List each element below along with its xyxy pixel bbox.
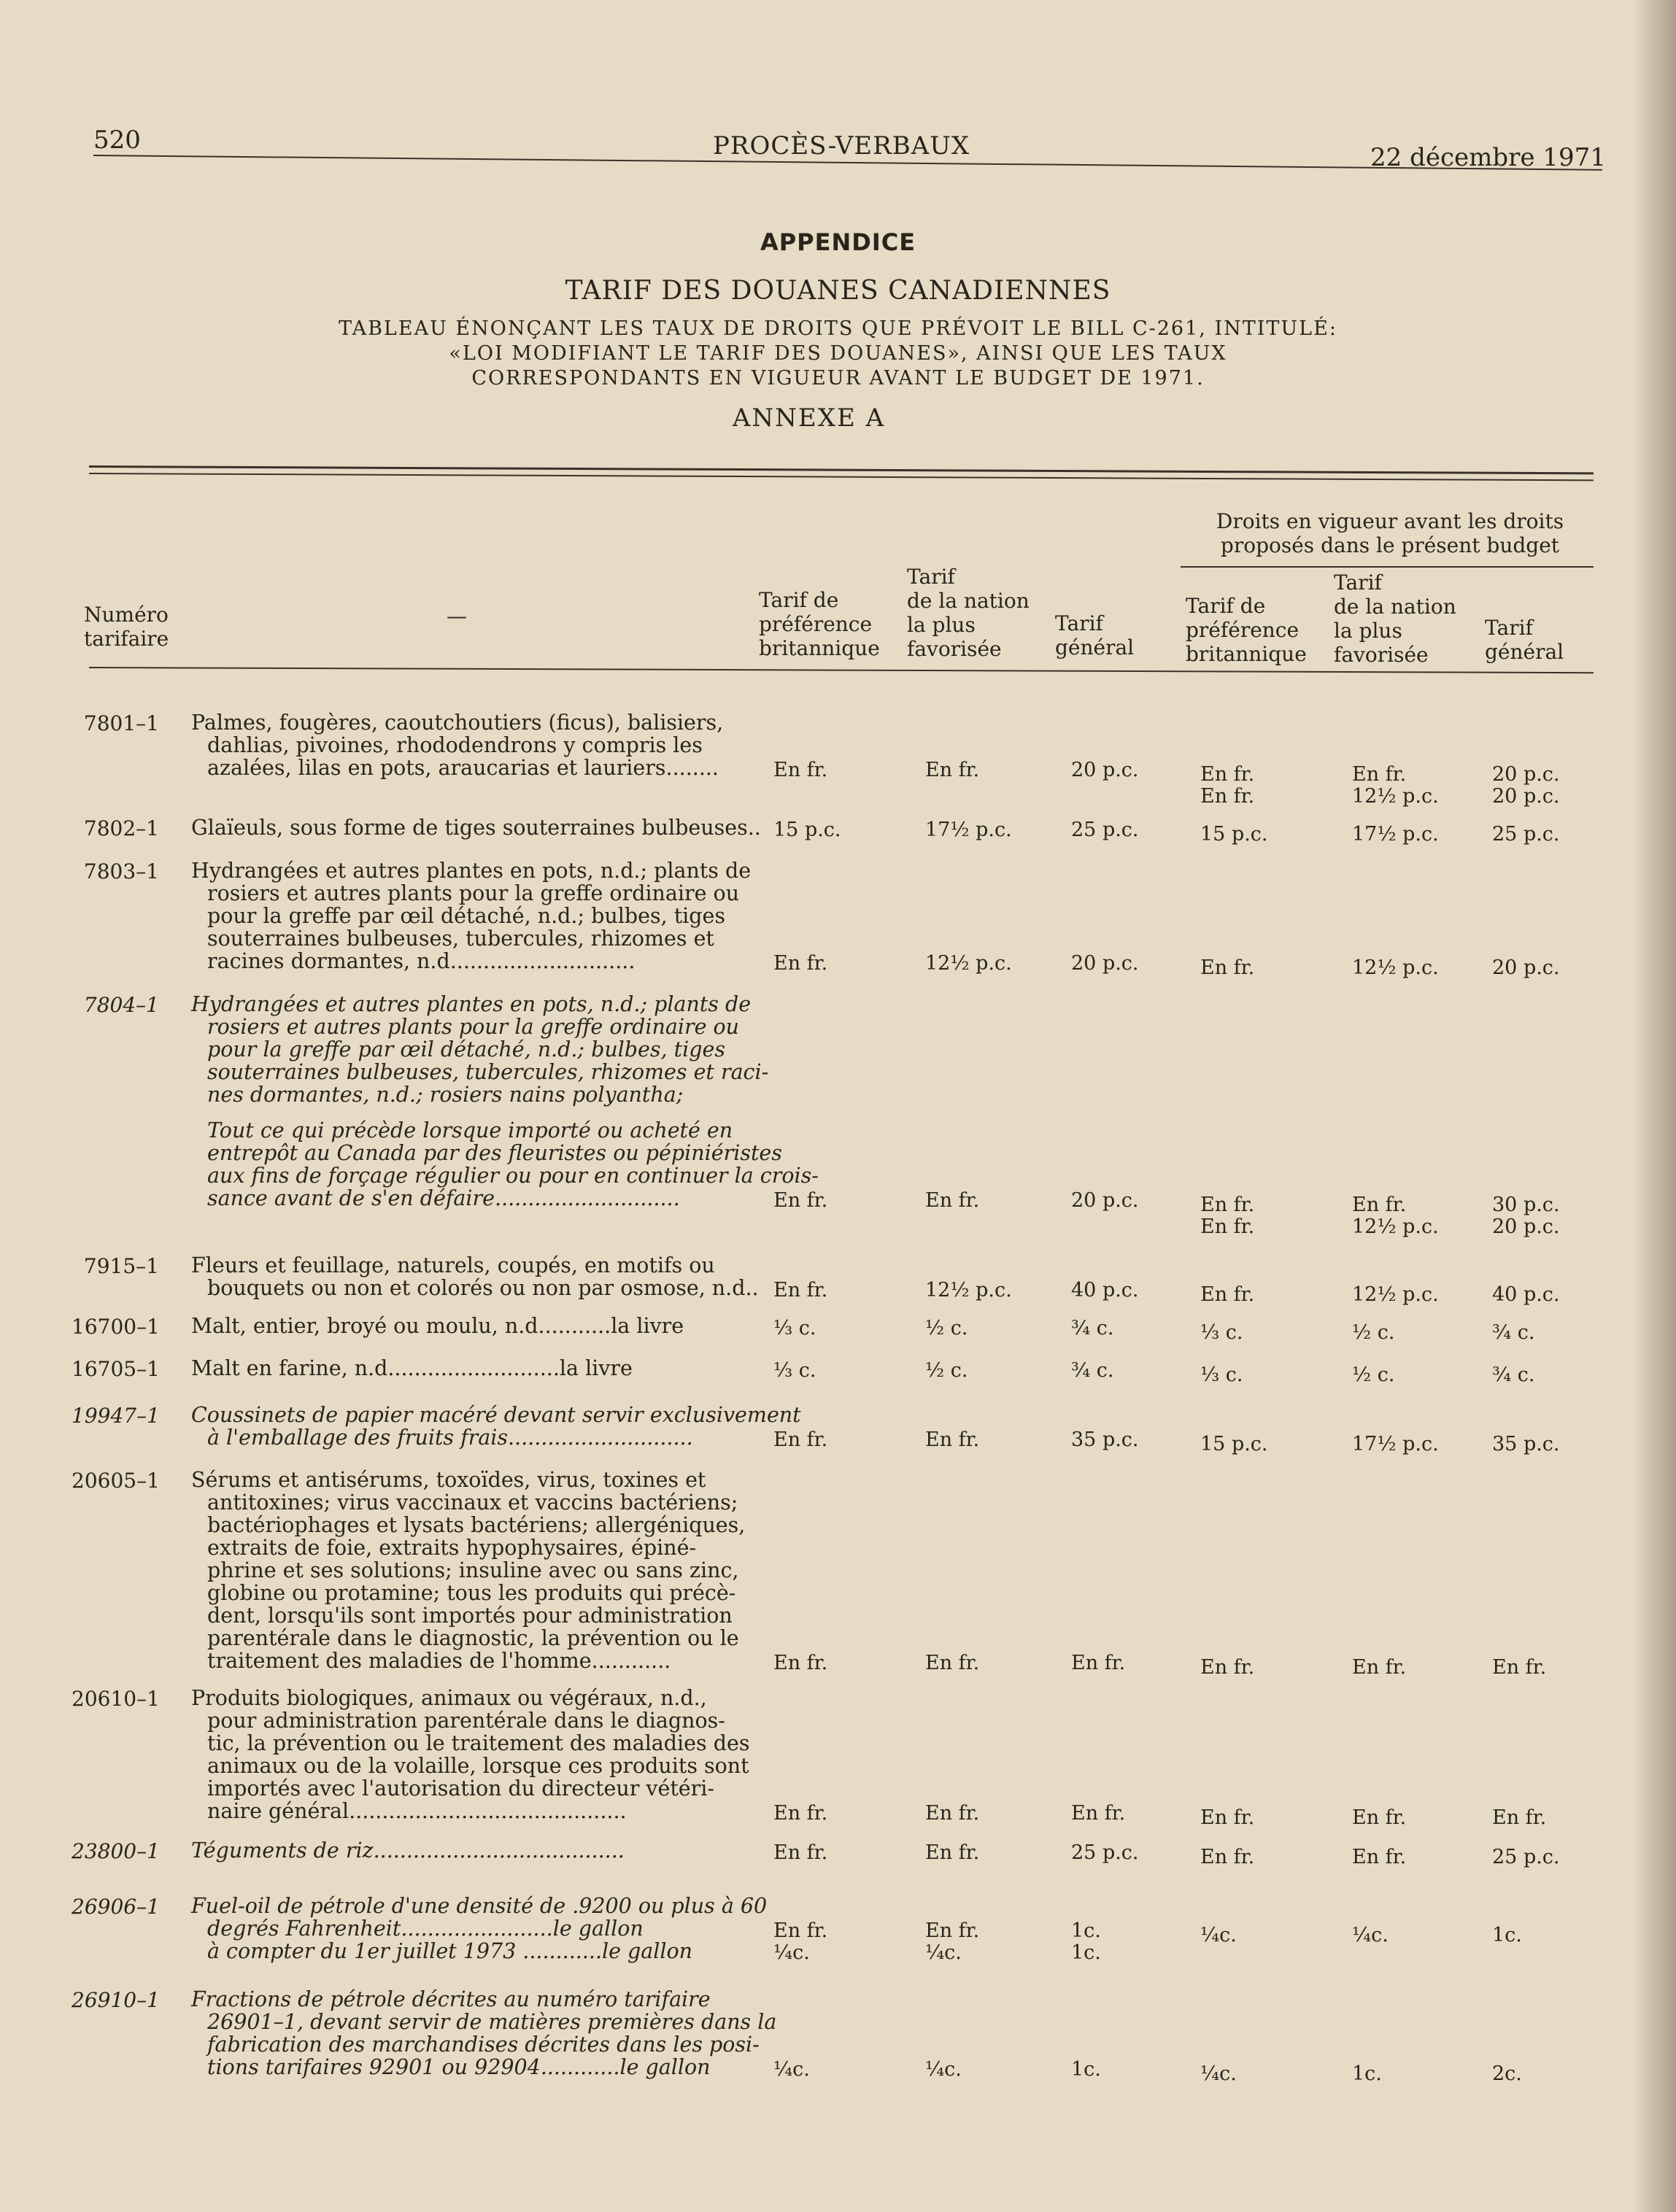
description-line: dahlias, pivoines, rhododendrons y compris les xyxy=(207,733,703,757)
previous-rate xyxy=(1352,1807,1406,1829)
col-header-line: Tarif de xyxy=(1186,594,1266,618)
rate-value: ⅓ c. xyxy=(773,1359,816,1382)
description-line: Téguments de riz...................................... xyxy=(191,1838,625,1863)
rate-value: 1c. xyxy=(1071,2058,1101,2081)
description-line: aux fins de forçage régulier ou pour en continuer la crois- xyxy=(207,1164,819,1188)
tariff-number: 7915–1 xyxy=(83,1254,159,1278)
header-bottom-rule xyxy=(89,667,1594,673)
description-line: entrepôt au Canada par des fleuristes ou pépiniéristes xyxy=(207,1141,782,1165)
col-header-line: la plus xyxy=(1334,619,1402,643)
previous-rate xyxy=(1492,764,1560,808)
col-previous-general-header xyxy=(1485,616,1564,664)
tariff-number: 26906–1 xyxy=(72,1895,160,1919)
rate-value: 40 p.c. xyxy=(1071,1279,1139,1302)
tariff-number: 23800–1 xyxy=(72,1839,160,1863)
rate-value: 20 p.c. xyxy=(1492,956,1560,979)
rate-value: ¾ c. xyxy=(1492,1321,1535,1344)
rate-value: 17½ p.c. xyxy=(925,819,1012,841)
rate-value: 1c. xyxy=(1071,1941,1101,1964)
tariff-description xyxy=(191,1469,746,1672)
description-line: Glaïeuls, sous forme de tiges souterraines bulbeuses.. xyxy=(191,816,761,840)
description-line: azalées, lilas en pots, araucarias et lauriers........ xyxy=(207,756,719,780)
rate-value: ⅓ c. xyxy=(1200,1364,1243,1386)
tariff-title: TARIF DES DOUANES CANADIENNES xyxy=(565,276,1111,306)
description-line: importés avec l'autorisation du directeur vétéri- xyxy=(207,1776,715,1801)
proposed-rate xyxy=(1071,953,1139,975)
description-line: pour la greffe par œil détaché, n.d.; bulbes, tiges xyxy=(207,1037,725,1061)
rate-value: En fr. xyxy=(1492,1806,1547,1829)
rate-value: 17½ p.c. xyxy=(1352,823,1439,846)
annex-title: ANNEXE A xyxy=(732,403,886,433)
rate-value: 1c. xyxy=(1071,1919,1101,1942)
rate-value: En fr. xyxy=(1200,956,1255,979)
proposed-rate xyxy=(1071,1360,1113,1382)
tariff-number: 26910–1 xyxy=(72,1988,160,2012)
previous-rate xyxy=(1200,1364,1243,1386)
rate-value: 1c. xyxy=(1352,2062,1382,2085)
proposed-rate xyxy=(925,1360,968,1382)
description-line: à l'emballage des fruits frais............................ xyxy=(207,1426,693,1450)
tariff-number: 20610–1 xyxy=(72,1687,160,1711)
previous-rate xyxy=(1200,1434,1268,1455)
rate-value: En fr. xyxy=(925,759,980,781)
rate-value: 25 p.c. xyxy=(1492,1846,1560,1868)
proposed-rate xyxy=(1071,1318,1113,1339)
rate-value: En fr. xyxy=(773,1802,828,1825)
description-line: globine ou protamine; tous les produits qui précè- xyxy=(207,1581,736,1605)
rate-value: En fr. xyxy=(925,1652,980,1674)
group-header xyxy=(1208,509,1572,557)
tariff-description xyxy=(191,1987,777,2079)
previous-rate xyxy=(1200,1846,1254,1868)
proposed-rate xyxy=(773,819,841,841)
rate-value: 35 p.c. xyxy=(1071,1428,1139,1451)
description-line: pour la greffe par œil détaché, n.d.; bulbes, tiges xyxy=(207,904,726,928)
tariff-description xyxy=(191,1403,801,1450)
col-header-line: favorisée xyxy=(1334,643,1429,667)
previous-rate xyxy=(1492,2063,1522,2085)
rate-value: En fr. xyxy=(773,952,828,975)
rate-value: En fr. xyxy=(1200,1656,1255,1679)
proposed-rate xyxy=(925,1842,979,1864)
rate-value: 1c. xyxy=(1492,1924,1522,1946)
rate-value: En fr. xyxy=(925,1802,980,1825)
tariff-description xyxy=(191,1686,750,1823)
description-line: souterraines bulbeuses, tubercules, rhizomes et raci- xyxy=(207,1060,769,1084)
rate-value: En fr. xyxy=(773,1919,828,1942)
proposed-rate xyxy=(773,953,827,975)
table-subtitle xyxy=(0,317,1676,391)
rate-value: 25 p.c. xyxy=(1071,819,1139,841)
rate-value: 35 p.c. xyxy=(1492,1433,1560,1455)
tariff-description xyxy=(191,859,752,973)
proposed-rate xyxy=(925,1429,979,1451)
proposed-rate xyxy=(925,1652,979,1674)
proposed-rate xyxy=(925,2059,962,2081)
col-header-line: préférence xyxy=(1186,618,1300,642)
rate-value: En fr. xyxy=(1352,1194,1407,1216)
rate-value: En fr. xyxy=(1071,1802,1126,1825)
col-number-header xyxy=(84,603,169,651)
page-number: 520 xyxy=(93,125,141,155)
rate-value: ¼c. xyxy=(925,1941,962,1964)
col-proposed-mfn-header xyxy=(907,565,1030,661)
proposed-rate xyxy=(1071,1652,1125,1674)
description-line: fabrication des marchandises décrites dans les posi- xyxy=(207,2033,760,2057)
previous-rate xyxy=(1492,1807,1546,1829)
tariff-number: 16700–1 xyxy=(72,1315,160,1339)
description-line: Fuel-oil de pétrole d'une densité de .9200 ou plus à 60 xyxy=(191,1894,768,1918)
group-rule xyxy=(1181,566,1594,568)
rate-value: En fr. xyxy=(1352,763,1407,786)
rate-value: 2c. xyxy=(1492,2062,1522,2085)
proposed-rate xyxy=(1071,1920,1101,1964)
rate-value: 15 p.c. xyxy=(773,819,841,841)
description-line: Fractions de pétrole décrites au numéro tarifaire xyxy=(191,1987,711,2011)
proposed-rate xyxy=(773,1280,827,1302)
rate-value: 25 p.c. xyxy=(1492,823,1560,846)
rate-value: En fr. xyxy=(1200,785,1255,808)
tariff-description xyxy=(191,1839,746,1862)
col-header-line: britannique xyxy=(759,636,880,660)
previous-rate xyxy=(1352,1322,1394,1344)
proposed-rate xyxy=(925,819,1012,841)
rate-value: En fr. xyxy=(925,1428,980,1451)
tariff-number: 7801–1 xyxy=(83,711,159,735)
description-line: rosiers et autres plants pour la greffe ordinaire ou xyxy=(207,1015,740,1039)
description-line: Tout ce qui précède lorsque importé ou acheté en xyxy=(207,1118,733,1142)
description-line: dent, lorsqu'ils sont importés pour administration xyxy=(207,1604,733,1628)
previous-rate xyxy=(1492,824,1560,846)
rate-value: 12½ p.c. xyxy=(925,952,1012,975)
description-line: antitoxines; virus vaccinaux et vaccins bactériens; xyxy=(207,1490,738,1515)
proposed-rate xyxy=(1071,1190,1139,1212)
rate-value: En fr. xyxy=(1200,1283,1255,1306)
description-line: extraits de foie, extraits hypophysaires, épiné- xyxy=(207,1536,697,1560)
col-number-header-line: Numéro xyxy=(84,603,169,627)
previous-rate xyxy=(1492,1846,1560,1868)
col-header-line: de la nation xyxy=(1334,595,1456,619)
rate-value: 12½ p.c. xyxy=(1352,785,1439,808)
col-header-line: britannique xyxy=(1186,642,1307,666)
tariff-description xyxy=(191,1894,768,1963)
previous-rate xyxy=(1352,957,1439,979)
rate-value: ¼c. xyxy=(773,2058,810,2081)
previous-rate xyxy=(1492,1434,1560,1455)
col-header-line: Tarif de xyxy=(759,588,839,612)
proposed-rate xyxy=(773,1920,827,1964)
rate-value: En fr. xyxy=(773,759,828,781)
description-line: Malt, entier, broyé ou moulu, n.d...........la livre xyxy=(191,1314,684,1338)
rate-value: En fr. xyxy=(773,1189,828,1212)
rate-value: ⅓ c. xyxy=(1200,1321,1243,1344)
tariff-number: 7804–1 xyxy=(83,993,159,1017)
rate-value: En fr. xyxy=(1200,1846,1255,1868)
description-line: tions tarifaires 92901 ou 92904............le gallon xyxy=(207,2055,711,2079)
col-header-line: général xyxy=(1055,635,1135,660)
tariff-description xyxy=(191,816,761,840)
rate-value: ½ c. xyxy=(1352,1321,1395,1344)
proposed-rate xyxy=(925,759,979,781)
previous-rate xyxy=(1200,1657,1254,1679)
rate-value: 25 p.c. xyxy=(1071,1841,1139,1864)
rate-value: 12½ p.c. xyxy=(1352,1215,1439,1238)
rate-value: 30 p.c. xyxy=(1492,1194,1560,1216)
col-number-header-line: tarifaire xyxy=(84,627,169,651)
proposed-rate xyxy=(1071,1803,1125,1825)
description-line: racines dormantes, n.d............................ xyxy=(207,949,636,973)
proposed-rate xyxy=(1071,759,1139,781)
description-line: Fleurs et feuillage, naturels, coupés, en motifs ou xyxy=(191,1253,715,1277)
col-description-header: — xyxy=(447,604,467,628)
description-line: pour administration parentérale dans le diagnos- xyxy=(207,1709,725,1733)
proposed-rate xyxy=(773,1652,827,1674)
proposed-rate xyxy=(925,1280,1012,1302)
proposed-rate xyxy=(773,1842,827,1864)
description-line: Sérums et antisérums, toxoïdes, virus, toxines et xyxy=(191,1468,706,1492)
previous-rate xyxy=(1352,1657,1406,1679)
rate-value: ¾ c. xyxy=(1071,1359,1114,1382)
proposed-rate xyxy=(773,759,827,781)
description-line: souterraines bulbeuses, tubercules, rhizomes et xyxy=(207,927,714,951)
col-header-line: Tarif xyxy=(1055,611,1103,635)
previous-rate xyxy=(1492,1322,1534,1344)
previous-rate xyxy=(1492,1284,1560,1306)
rate-value: 15 p.c. xyxy=(1200,1433,1268,1455)
proposed-rate xyxy=(1071,1842,1139,1864)
rate-value: ½ c. xyxy=(925,1317,968,1339)
rate-value: ½ c. xyxy=(1352,1364,1395,1386)
subtitle-line: TABLEAU ÉNONÇANT LES TAUX DE DROITS QUE PRÉVOIT LE BILL C-261, INTITULÉ: xyxy=(339,317,1337,340)
rate-value: ¾ c. xyxy=(1071,1317,1114,1339)
rate-value: ¼c. xyxy=(773,1941,810,1964)
previous-rate xyxy=(1352,1925,1389,1946)
rate-value: En fr. xyxy=(1492,1656,1547,1679)
description-line: Coussinets de papier macéré devant servir exclusivement xyxy=(191,1403,801,1427)
rate-value: 12½ p.c. xyxy=(1352,1283,1439,1306)
proposed-rate xyxy=(773,1190,827,1212)
subtitle-line: «LOI MODIFIANT LE TARIF DES DOUANES», AINSI QUE LES TAUX xyxy=(449,342,1227,365)
previous-rate xyxy=(1200,1322,1243,1344)
col-header-line: la plus xyxy=(907,613,976,637)
col-header-line: Tarif xyxy=(907,565,955,589)
rate-value: ¾ c. xyxy=(1492,1364,1535,1386)
tariff-description xyxy=(191,1253,759,1300)
previous-rate xyxy=(1492,1925,1522,1946)
tariff-description xyxy=(191,1315,746,1337)
rate-value: 15 p.c. xyxy=(1200,823,1268,846)
description-line: naire général.......................................... xyxy=(207,1799,627,1823)
previous-rate xyxy=(1200,1925,1237,1946)
previous-rate xyxy=(1352,1434,1439,1455)
description-line: Produits biologiques, animaux ou végéraux, n.d., xyxy=(191,1686,707,1710)
proposed-rate xyxy=(925,1190,979,1212)
tariff-number: 16705–1 xyxy=(72,1357,160,1381)
description-line: Hydrangées et autres plantes en pots, n.d.; plants de xyxy=(191,992,752,1016)
tariff-number: 20605–1 xyxy=(72,1469,160,1493)
rate-value: 20 p.c. xyxy=(1492,1215,1560,1238)
tariff-number: 19947–1 xyxy=(72,1404,160,1428)
rate-value: 20 p.c. xyxy=(1071,1189,1139,1212)
rate-value: En fr. xyxy=(925,1189,980,1212)
col-header-line: préférence xyxy=(759,612,873,636)
description-line xyxy=(191,1106,746,1119)
proposed-rate xyxy=(1071,1429,1139,1451)
rate-value: En fr. xyxy=(1200,763,1255,786)
previous-rate xyxy=(1492,1194,1560,1238)
subtitle-line: CORRESPONDANTS EN VIGUEUR AVANT LE BUDGET DE 1971. xyxy=(471,367,1205,390)
rate-value: En fr. xyxy=(1352,1846,1407,1868)
previous-rate xyxy=(1200,1807,1254,1829)
col-previous-mfn-header xyxy=(1334,571,1456,667)
rate-value: En fr. xyxy=(1200,1215,1255,1238)
rate-value: ¼c. xyxy=(925,2058,962,2081)
previous-rate xyxy=(1200,764,1254,808)
previous-rate xyxy=(1492,1657,1546,1679)
proposed-rate xyxy=(925,1803,979,1825)
proposed-rate xyxy=(773,1360,816,1382)
description-line: bactériophages et lysats bactériens; allergéniques, xyxy=(207,1513,746,1537)
rate-value: 20 p.c. xyxy=(1492,763,1560,786)
description-line: bouquets ou non et colorés ou non par osmose, n.d.. xyxy=(207,1276,759,1300)
group-header-line: proposés dans le présent budget xyxy=(1220,533,1560,557)
previous-rate xyxy=(1352,1194,1439,1238)
proposed-rate xyxy=(1071,2059,1101,2081)
tariff-number: 7802–1 xyxy=(83,816,159,840)
rate-value: ¼c. xyxy=(1200,1924,1237,1946)
col-header-line: Tarif xyxy=(1485,616,1533,640)
description-line: sance avant de s'en défaire............................ xyxy=(207,1186,680,1210)
page-header-date: 22 décembre 1971 xyxy=(1370,143,1606,172)
col-header-line: Tarif xyxy=(1334,571,1382,595)
tariff-number: 7803–1 xyxy=(83,859,159,883)
rate-value: ½ c. xyxy=(925,1359,968,1382)
proposed-rate xyxy=(1071,819,1139,841)
previous-rate xyxy=(1200,957,1254,979)
rate-value: En fr. xyxy=(925,1919,980,1942)
col-proposed-bpt-header xyxy=(759,588,880,660)
rate-value: 20 p.c. xyxy=(1071,952,1139,975)
proposed-rate xyxy=(773,2059,810,2081)
rate-value: 12½ p.c. xyxy=(925,1279,1012,1302)
previous-rate xyxy=(1352,824,1439,846)
proposed-rate xyxy=(925,1920,979,1964)
page-edge-shadow xyxy=(1632,0,1676,2212)
description-line: nes dormantes, n.d.; rosiers nains polyantha; xyxy=(207,1083,684,1107)
previous-rate xyxy=(1200,2063,1237,2085)
tariff-description xyxy=(191,711,746,779)
rate-value: En fr. xyxy=(773,1279,828,1302)
previous-rate xyxy=(1200,1194,1254,1238)
proposed-rate xyxy=(925,1318,968,1339)
rate-value: En fr. xyxy=(1200,1194,1255,1216)
previous-rate xyxy=(1492,957,1560,979)
description-line: animaux ou de la volaille, lorsque ces produits sont xyxy=(207,1754,749,1778)
col-previous-bpt-header xyxy=(1186,594,1307,666)
proposed-rate xyxy=(1071,1280,1139,1302)
previous-rate xyxy=(1352,764,1439,808)
previous-rate xyxy=(1492,1364,1534,1386)
tariff-description xyxy=(191,1357,746,1380)
previous-rate xyxy=(1352,2063,1382,2085)
previous-rate xyxy=(1352,1846,1406,1868)
rate-value: 20 p.c. xyxy=(1492,785,1560,808)
description-line: degrés Fahrenheit.......................le gallon xyxy=(207,1917,644,1941)
previous-rate xyxy=(1352,1364,1394,1386)
rate-value: 17½ p.c. xyxy=(1352,1433,1439,1455)
rate-value: En fr. xyxy=(1071,1652,1126,1674)
rate-value: En fr. xyxy=(773,1428,828,1451)
col-header-line: général xyxy=(1485,640,1564,664)
rate-value: En fr. xyxy=(1352,1806,1407,1829)
description-line: tic, la prévention ou le traitement des maladies des xyxy=(207,1731,750,1755)
col-header-line: de la nation xyxy=(907,589,1030,613)
rate-value: ¼c. xyxy=(1200,2062,1237,2085)
rate-value: En fr. xyxy=(925,1841,980,1864)
rate-value: En fr. xyxy=(1200,1806,1255,1829)
rate-value: En fr. xyxy=(773,1841,828,1864)
rate-value: 40 p.c. xyxy=(1492,1283,1560,1306)
rate-value: 20 p.c. xyxy=(1071,759,1139,781)
col-proposed-general-header xyxy=(1055,611,1134,660)
description-line: traitement des maladies de l'homme............ xyxy=(207,1649,671,1673)
description-line: Palmes, fougères, caoutchoutiers (ficus), balisiers, xyxy=(191,711,724,735)
proposed-rate xyxy=(773,1429,827,1451)
proposed-rate xyxy=(773,1318,816,1339)
page-header-title: PROCÈS-VERBAUX xyxy=(713,131,970,161)
description-line: parentérale dans le diagnostic, la prévention ou le xyxy=(207,1626,739,1650)
previous-rate xyxy=(1200,824,1268,846)
description-line: Malt en farine, n.d..........................la livre xyxy=(191,1356,633,1380)
table-top-rule-2 xyxy=(89,473,1594,481)
group-header-line: Droits en vigueur avant les droits xyxy=(1216,509,1564,533)
description-line: rosiers et autres plants pour la greffe ordinaire ou xyxy=(207,881,740,905)
previous-rate xyxy=(1200,1284,1254,1306)
rate-value: ¼c. xyxy=(1352,1924,1389,1946)
rate-value: En fr. xyxy=(773,1652,828,1674)
description-line: 26901–1, devant servir de matières premières dans la xyxy=(207,2010,777,2034)
proposed-rate xyxy=(925,953,1012,975)
proposed-rate xyxy=(773,1803,827,1825)
rate-value: ⅓ c. xyxy=(773,1317,816,1339)
rate-value: En fr. xyxy=(1352,1656,1407,1679)
appendix-title: APPENDICE xyxy=(760,228,916,256)
rate-value: 12½ p.c. xyxy=(1352,956,1439,979)
description-line: à compter du 1er juillet 1973 ............le gallon xyxy=(207,1939,693,1963)
col-header-line: favorisée xyxy=(907,637,1002,661)
previous-rate xyxy=(1352,1284,1439,1306)
description-line: Hydrangées et autres plantes en pots, n.d.; plants de xyxy=(191,859,752,883)
description-line: phrine et ses solutions; insuline avec ou sans zinc, xyxy=(207,1558,739,1582)
